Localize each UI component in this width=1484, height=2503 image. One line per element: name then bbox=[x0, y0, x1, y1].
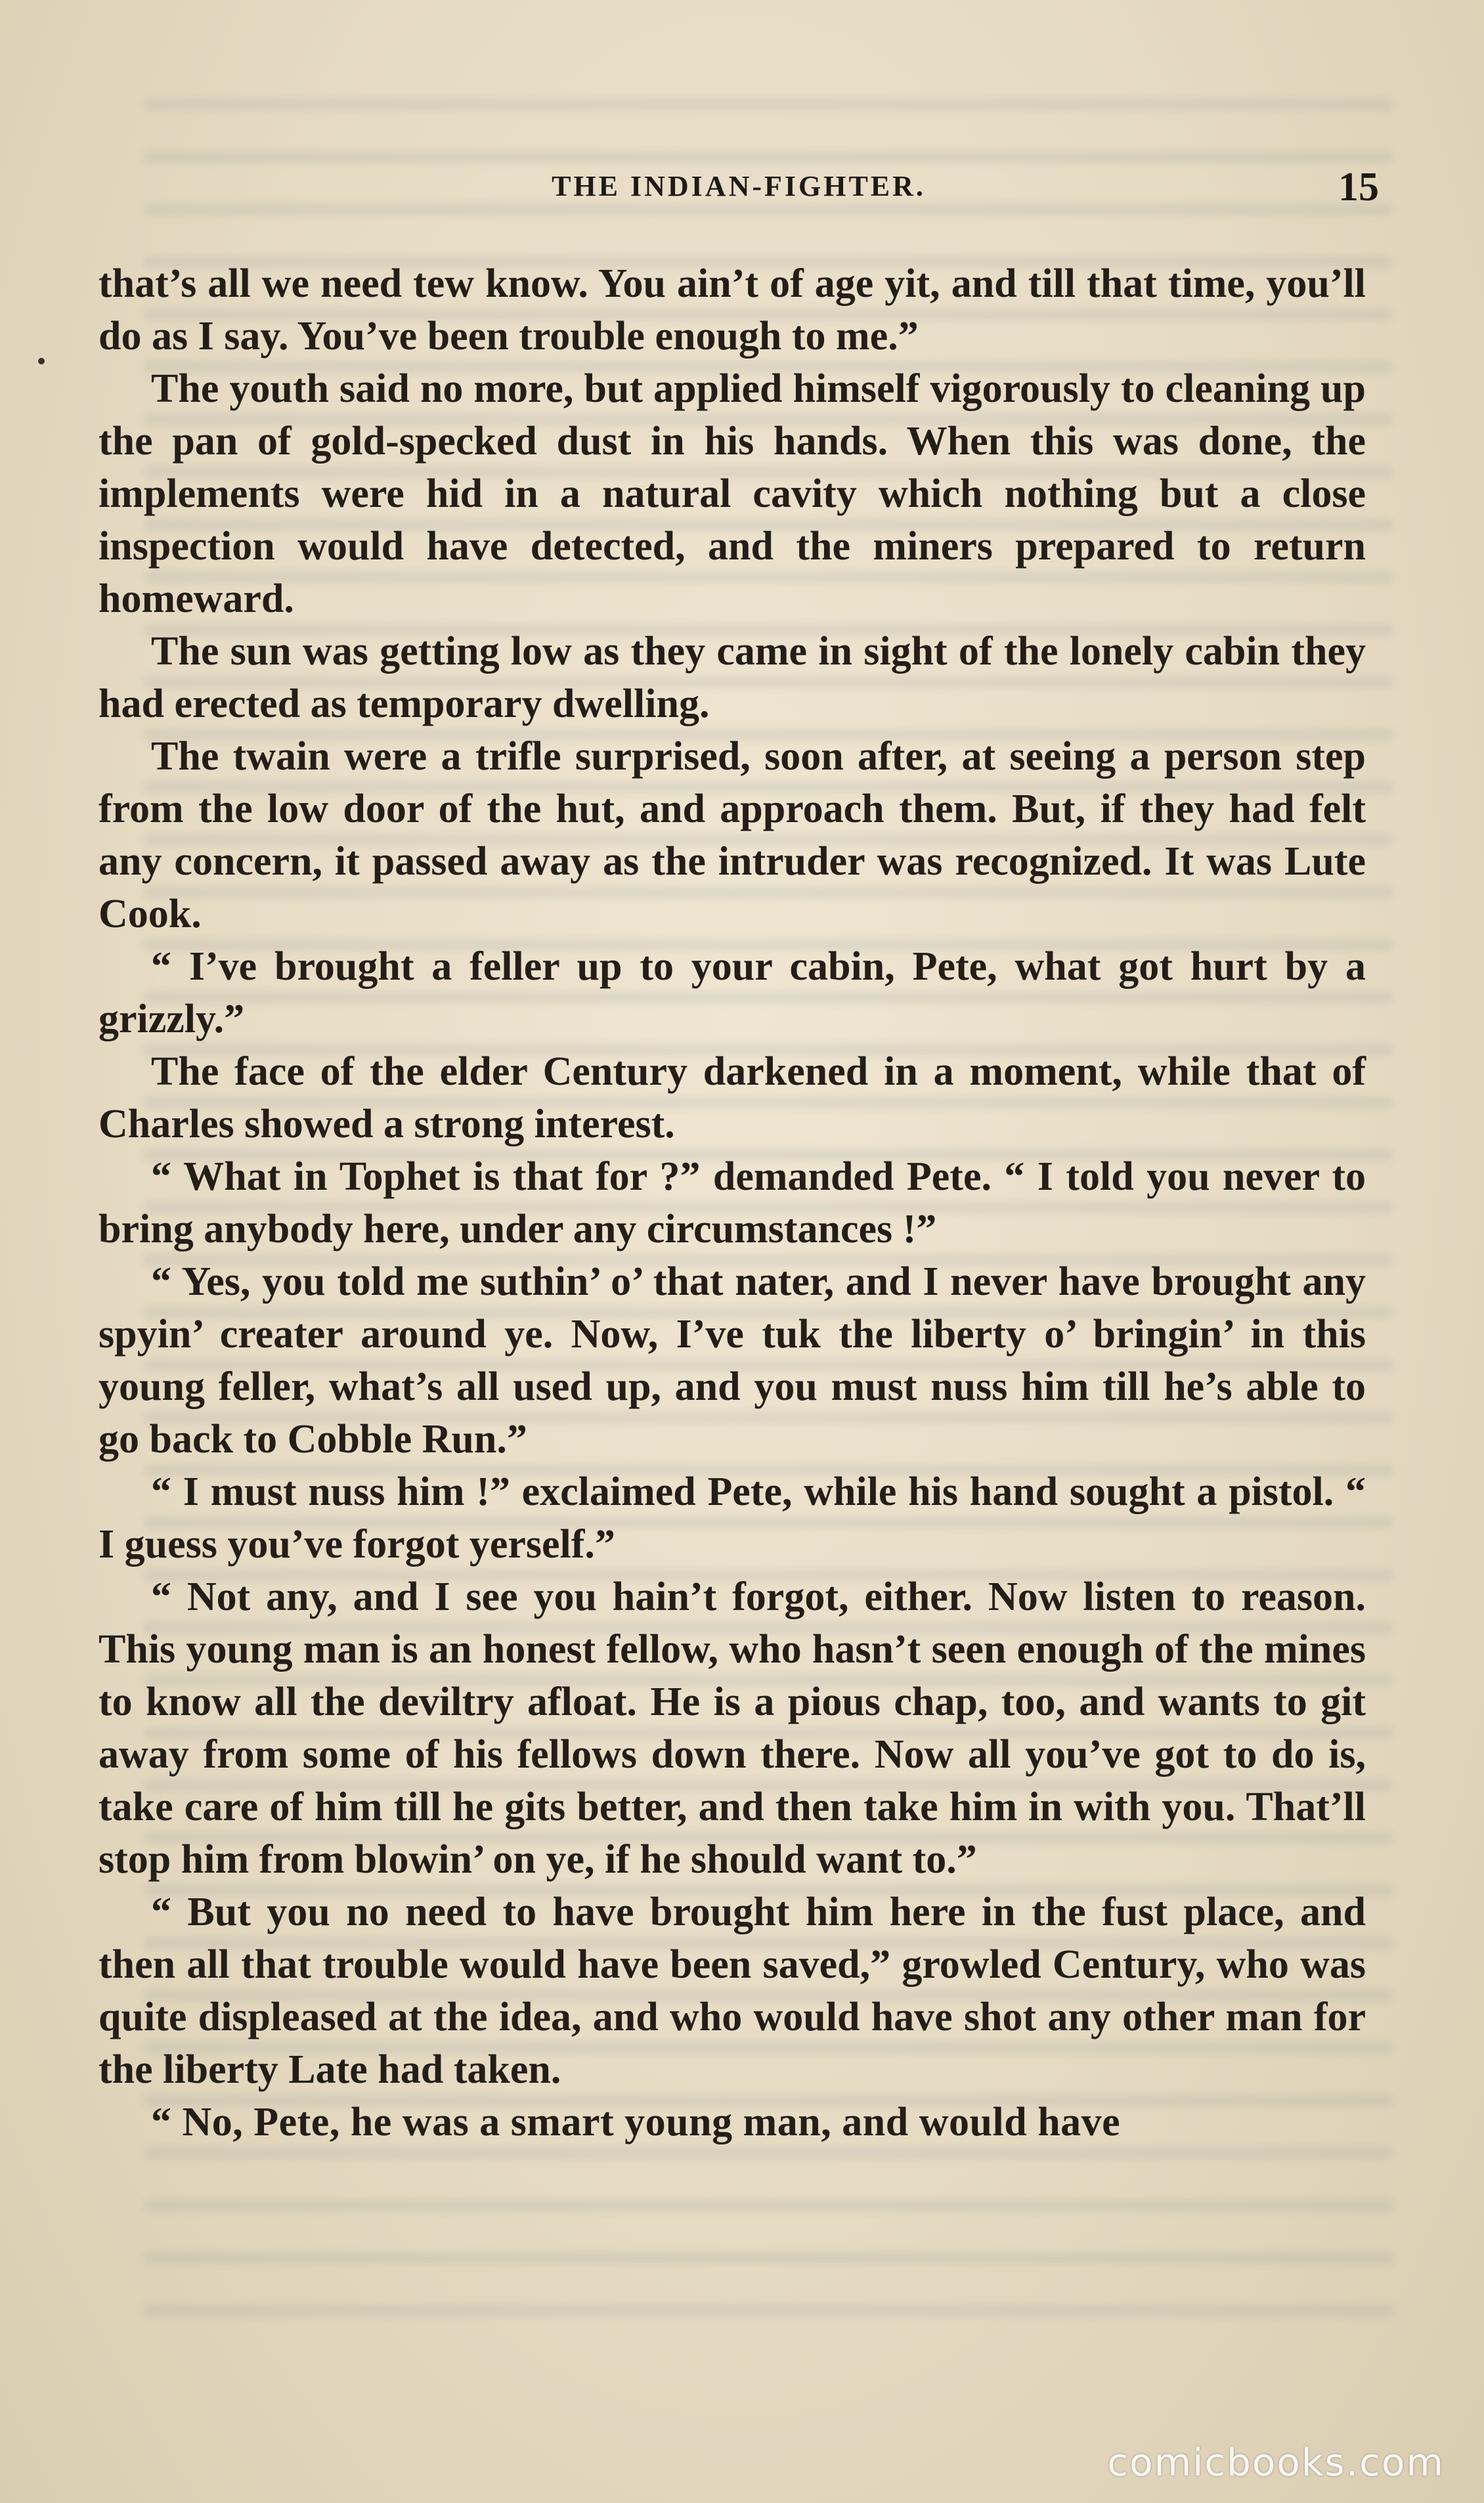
paragraph: The face of the elder Century darkened in a moment, while that of Charles showed a strong interest. bbox=[98, 1049, 1366, 1146]
running-head: THE INDIAN-FIGHTER. bbox=[552, 170, 926, 202]
paragraph: “ I’ve brought a feller up to your cabin, Pete, what got hurt by a grizzly.” bbox=[98, 944, 1366, 1041]
paragraph: The sun was getting low as they came in sight of the lonely cabin they had erected as temporary dwelling. bbox=[98, 629, 1366, 726]
paragraph: The youth said no more, but applied himself vigorously to cleaning up the pan of gold-specked dust in his hands. When this was done, the implements were hid in a natural cavity which nothing but a close inspection would have detected, and the miners prepared to return homeward. bbox=[98, 366, 1366, 621]
paragraph: “ Not any, and I see you hain’t forgot, either. Now listen to reason. This young man is an honest fellow, who hasn’t seen enough of the mines to know all the deviltry afloat. He is a pious chap, too, and wants to git away from some of his fellows down there. Now all you’ve got to do is, take care of him till he gits better, and then take him in with you. That’ll stop him from blowin’ on ye, if he should want to.” bbox=[98, 1575, 1366, 1882]
margin-ink-speck bbox=[38, 358, 45, 364]
watermark: comicbooks.com bbox=[1107, 2440, 1445, 2485]
body-text bbox=[98, 257, 1366, 2148]
paragraph: “ But you no need to have brought him here in the fust place, and then all that trouble would have been saved,” growled Century, who was quite displeased at the idea, and who would have shot any other man for the liberty Late had taken. bbox=[98, 1890, 1366, 2092]
paragraph: that’s all we need tew know. You ain’t of age yit, and till that time, you’ll do as I say. You’ve been trouble enough to me.” bbox=[98, 261, 1366, 359]
paragraph: “ No, Pete, he was a smart young man, and would have bbox=[151, 2100, 1121, 2144]
paragraph: “ What in Tophet is that for ?” demanded Pete. “ I told you never to bring anybody here, under any circumstances !” bbox=[98, 1154, 1366, 1252]
paragraph: “ Yes, you told me suthin’ o’ that nater, and I never have brought any spyin’ creater around ye. Now, I’ve tuk the liberty o’ bringin’ in this young feller, what’s all used up, and you must nuss him till he’s able to go back to Cobble Run.” bbox=[98, 1259, 1366, 1462]
page-header bbox=[98, 164, 1379, 210]
paragraph: The twain were a trifle surprised, soon after, at seeing a person step from the low door of the hut, and approach them. But, if they had felt any concern, it passed away as the intruder was recognized. It was Lute Cook. bbox=[98, 734, 1366, 936]
paragraph: “ I must nuss him !” exclaimed Pete, while his hand sought a pistol. “ I guess you’ve forgot yerself.” bbox=[98, 1469, 1366, 1567]
page-number: 15 bbox=[1338, 165, 1379, 209]
